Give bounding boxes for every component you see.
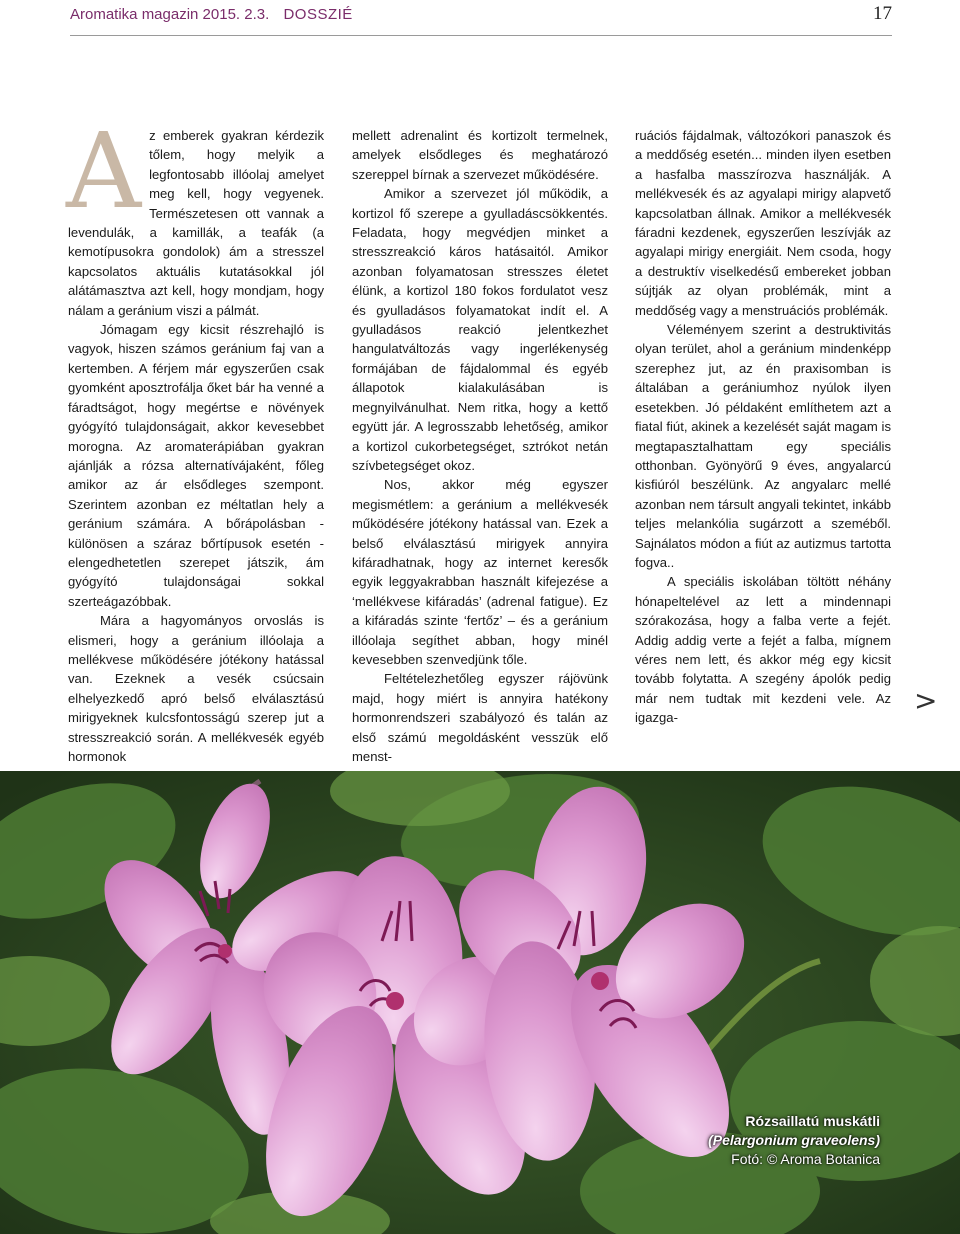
geranium-photo	[0, 771, 960, 1234]
paragraph: Amikor a szervezet jól működik, a kortizol fő szerepe a gyulladáscsökkentés. Feladata, hogy megvédjen minket a stresszreakció káros hatásaitól. Amikor azonban folyamatosan stresszes életet élünk, a kortizol 180 fokos fordulatot vesz és gyulladásos folyamatokat indít el. A gyulladásos reakció jelentkezhet hangulatváltozás vagy ingerlékenység formájában de fájdalommal és egyéb állapotok kialakulásában is megnyilvánulhat. Nem ritka, hogy a kettő együtt jár. A legrosszabb lehetőség, amikor a kortizol cukorbetegséget, sztrókot netán szívbetegséget okoz.	[352, 186, 608, 473]
paragraph: ruációs fájdalmak, változókori panaszok és a meddőség esetén... minden ilyen esetben a hasfalba masszírozva használják. A mellékvesék és az agyalapi mirigy alapvető kapcsolatban állnak. Amikor a mellékvesék fáradni kezdenek, egyszerűen leszívják az agyalapi mirigy energiáit. Nem csoda, hogy a destruktív viselkedésű embereket jobban sújtják az olyan problémák, mint a meddőség vagy a menstruációs problémák.	[635, 128, 891, 318]
paragraph: A speciális iskolában töltött néhány hónapeltelével az lett a mindennapi szórakozása, hogy a falba verte a fejét. Addig addig verte a fejét a falba, mígnem véres nem lett, és akkor még egy kicsit tovább folytatta. A szegény ápolók pedig már nem tudtak mit kezdeni vele. Az igazga-	[635, 574, 891, 726]
paragraph: Nos, akkor még egyszer megismétlem: a geránium a mellékvesék működésére jótékony hatással van. Ezek a belső elválasztású mirigyek annyira kifáradhatnak, hogy az internet keresők egyik leggyakrabban használt kifejezése a ‘mellékvese kifáradás’ (adrenal fatigue). Ez a kifáradás szinte ‘fertőz’ – és a geránium illóolaja segíthet abban, hogy minél kevesebben szenvedjünk tőle.	[352, 477, 608, 667]
caption-credit: Fotó: © Aroma Botanica	[731, 1151, 880, 1167]
article-column-3	[635, 126, 891, 728]
section-label: DOSSZIÉ	[283, 6, 353, 23]
page-number: 17	[873, 3, 892, 24]
caption-title: Rózsaillatú muskátli	[745, 1113, 880, 1129]
paragraph	[66, 110, 324, 320]
paragraph-text: z emberek gyakran kérdezik tőlem, hogy melyik a legfontosabb illóolaj amelyet meg kell, hogy vegyenek. Természetesen ott vannak a levendulák, a kamillák, a teafák (a kemotípusokra gondolok) ám a stresszel kapcsolatos aktuális kutatásokkal jól alátámasztva azt kell, hogy mondjam, hogy nálam a geránium viszi a pálmát.	[68, 128, 324, 318]
header-left	[70, 6, 353, 23]
magazine-title: Aromatika magazin 2015. 2.3.	[70, 6, 270, 23]
paragraph: mellett adrenalint és kortizolt termelnek, amelyek elsődleges és meghatározó szereppel bírnak a szervezet működésére.	[352, 128, 608, 182]
article-column-1	[66, 110, 324, 766]
article-column-2	[352, 126, 608, 766]
page-header	[70, 0, 892, 36]
paragraph: Mára a hagyományos orvoslás is elismeri, hogy a geránium illóolaja a mellékvese működésére jótékony hatással van. Ezeknek a vesék csúcsain elhelyezkedő apró belső elválasztású mirigyeknek kulcsfontosságú szerep jut a stresszreakció során. A mellékvesék egyéb hormonok	[68, 613, 324, 764]
paragraph: Véleményem szerint a destruktivitás olyan terület, ahol a geránium mindenképp szerephez jut, az én praxisomban is általában a gerániumhoz nyúlok ilyen esetekben. Jó példaként említhetem azt a fiatal fiút, akinek a kezelését saját magam is megtapasztalhattam egy speciális otthonban. Gyönyörű 9 éves, angyalarcú kisfiúról beszélünk. Az angyalarc mellé azonban nem társult angyali tekintet, inkább teljes melankólia sugárzott a szeméből. Sajnálatos módon a fiút az autizmus tartotta fogva..	[635, 322, 891, 570]
paragraph: Jómagam egy kicsit részrehajló is vagyok, hiszen számos geránium faj van a kertemben. A férjem már egyszerűen csak gyomként aposztrofálja őket bár ha venné a fáradtságot, hogy megértse e növények gyógyító tulajdonságait, akkor kevesebbet morogna. Az aromaterápiában gyakran ajánlják a rózsa alternatívájaként, főleg amikor az ár elsődleges szempont. Szerintem azonban ez méltatlan hely a geránium számára. A bőrápolásban - különösen a száraz bőrtípusok esetén - elengedhetetlen szerepet játszik, ám gyógyító tulajdonságai sokkal szerteágazóbbak.	[68, 322, 324, 609]
photo-caption	[708, 1112, 880, 1169]
continue-arrow-icon: >	[914, 684, 938, 717]
drop-cap: A	[66, 110, 142, 232]
paragraph: Feltételezhetőleg egyszer rájövünk majd, hogy miért is annyira hatékony hormonrendszeri szabályozó és talán az első számú megoldásként vesszük elő menst-	[352, 671, 608, 764]
caption-latin-name: (Pelargonium graveolens)	[708, 1132, 880, 1148]
